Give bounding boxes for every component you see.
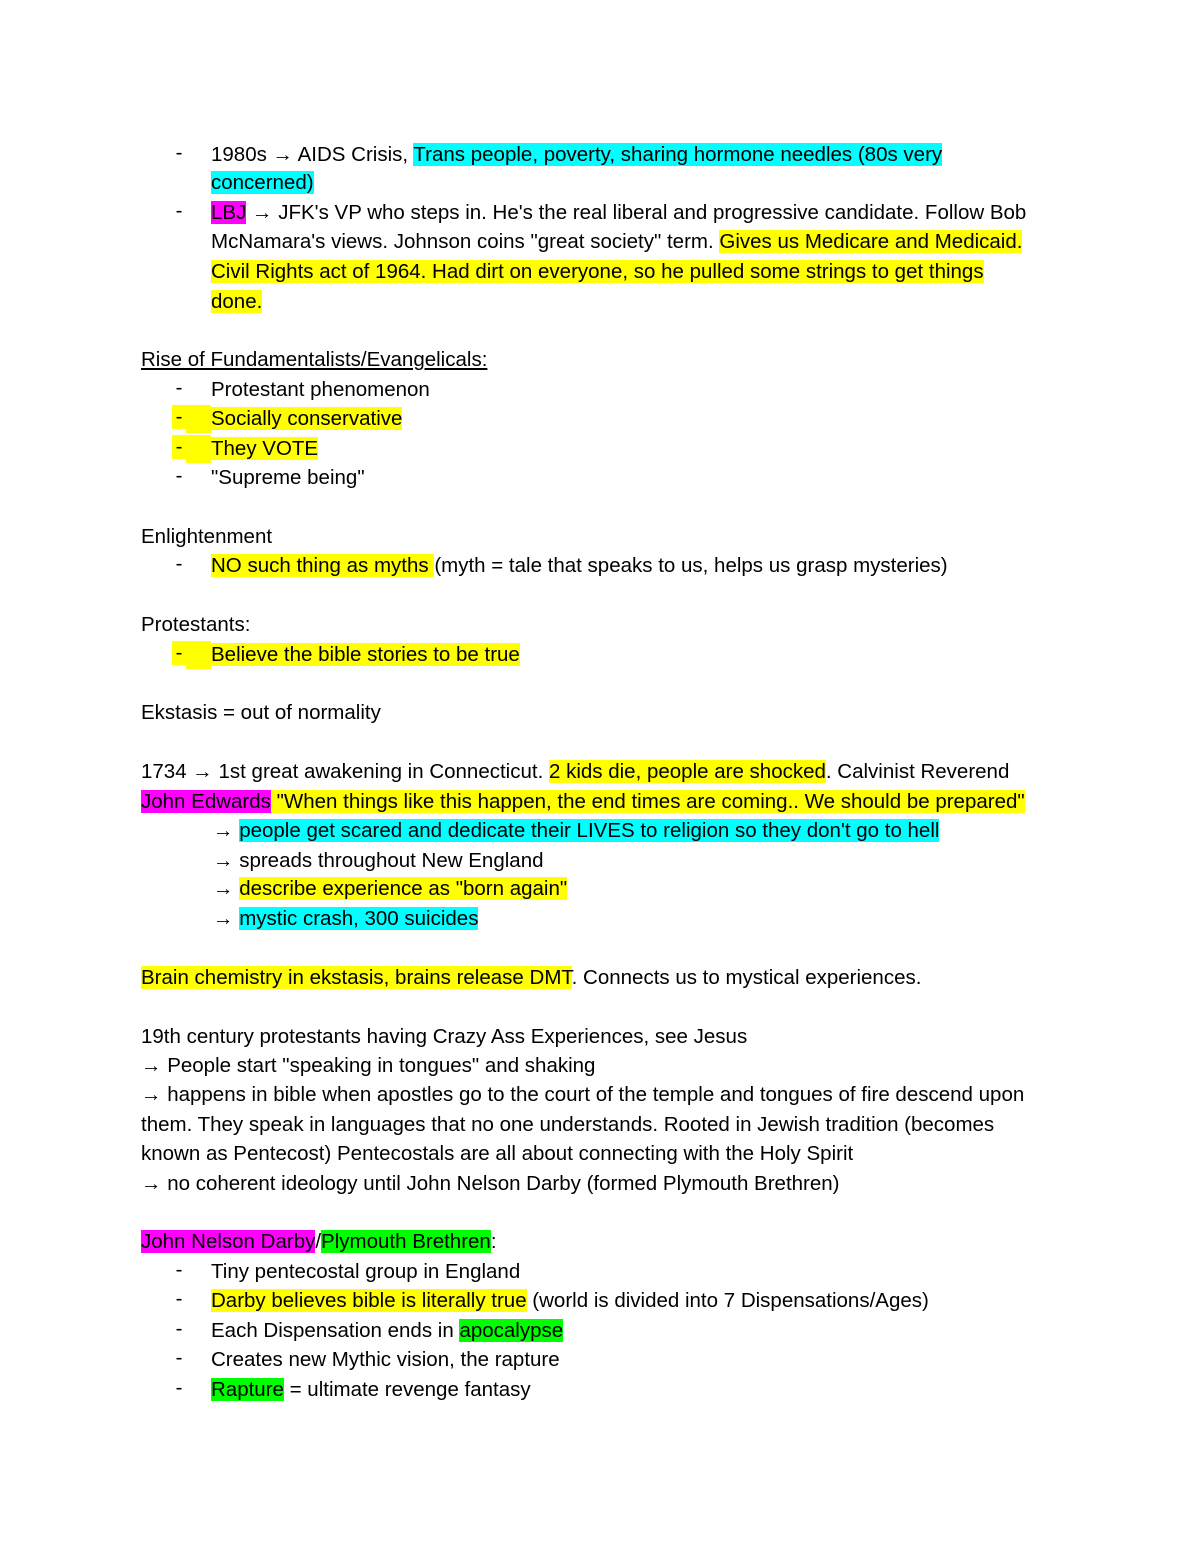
ekstasis-definition: Ekstasis = out of normality	[141, 701, 381, 724]
highlight-yellow	[186, 435, 211, 463]
list-item: Rapture = ultimate revenge fantasy	[211, 1378, 531, 1401]
bullet-dash: -	[175, 376, 183, 399]
list-item: Darby believes bible is literally true (world is divided into 7 Dispensations/Ages)	[211, 1289, 929, 1312]
highlight-cyan: people get scared and dedicate their LIVES to religion so they don't go to hell	[239, 819, 940, 842]
bullet-dash: -	[175, 1287, 183, 1310]
paragraph-line: 19th century protestants having Crazy Ass Experiences, see Jesus	[141, 1025, 748, 1048]
highlight-yellow	[186, 641, 211, 669]
item-lbj-line4	[211, 288, 262, 316]
list-item: Each Dispensation ends in apocalypse	[211, 1319, 564, 1342]
bullet-dash: -	[172, 641, 186, 665]
list-item: They VOTE	[211, 437, 319, 460]
heading-enlightenment: Enlightenment	[141, 525, 273, 548]
awakening-line1: 1734 → 1st great awakening in Connecticut. 2 kids die, people are shocked. Calvinist Reverend	[141, 760, 1010, 783]
bullet-dash: -	[175, 1376, 183, 1399]
list-item: Believe the bible stories to be true	[211, 643, 520, 666]
highlight-green: Rapture	[211, 1378, 284, 1401]
bullet-dash: -	[175, 1258, 183, 1281]
bullet-dash: -	[175, 464, 183, 487]
highlight-green: apocalypse	[459, 1319, 564, 1342]
bullet-dash: -	[175, 141, 183, 164]
paragraph-line: known as Pentecost) Pentecostals are all about connecting with the Holy Spirit	[141, 1142, 854, 1165]
highlight-yellow: Civil Rights act of 1964. Had dirt on everyone, so he pulled some strings to get things	[211, 260, 984, 283]
item-1980s-line2	[211, 169, 314, 197]
bullet-dash: -	[172, 435, 186, 459]
list-item: Protestant phenomenon	[211, 378, 430, 401]
heading-protestants: Protestants:	[141, 613, 251, 636]
bullet-dash: -	[175, 199, 183, 222]
highlight-magenta: John Nelson Darby	[141, 1230, 316, 1253]
highlight-magenta: LBJ	[211, 201, 247, 224]
highlight-yellow: Brain chemistry in ekstasis, brains release DMT	[141, 966, 572, 989]
highlight-yellow: done.	[211, 290, 263, 313]
highlight-green: Plymouth Brethren	[321, 1230, 491, 1253]
list-item: NO such thing as myths (myth = tale that speaks to us, helps us grasp mysteries)	[211, 554, 948, 577]
item-lbj-line3	[211, 258, 984, 286]
item-lbj-line2: McNamara's views. Johnson coins "great society" term. Gives us Medicare and Medicaid.	[211, 230, 1023, 253]
brain-chemistry-line: Brain chemistry in ekstasis, brains release DMT. Connects us to mystical experiences.	[141, 966, 922, 989]
highlight-cyan: Trans people, poverty, sharing hormone needles (80s very	[413, 143, 943, 166]
highlight-yellow: NO such thing as myths	[211, 554, 435, 577]
highlight-cyan: mystic crash, 300 suicides	[239, 907, 479, 930]
heading-fundamentalists: Rise of Fundamentalists/Evangelicals:	[141, 348, 488, 371]
bullet-dash: -	[175, 552, 183, 575]
highlight-magenta: John Edwards	[141, 790, 271, 813]
list-item: "Supreme being"	[211, 466, 365, 489]
highlight-yellow	[186, 405, 211, 433]
list-item: Creates new Mythic vision, the rapture	[211, 1348, 560, 1371]
heading-darby: John Nelson Darby/Plymouth Brethren:	[141, 1230, 497, 1253]
bullet-dash: -	[175, 1317, 183, 1340]
item-lbj-line1: LBJ → JFK's VP who steps in. He's the real liberal and progressive candidate. Follow Bob	[211, 201, 1027, 224]
paragraph-line: → People start "speaking in tongues" and shaking	[141, 1054, 596, 1077]
paragraph-line: them. They speak in languages that no one understands. Rooted in Jewish tradition (becomes	[141, 1113, 995, 1136]
arrow-item: → mystic crash, 300 suicides	[213, 907, 479, 930]
highlight-yellow: Gives us Medicare and Medicaid.	[719, 230, 1023, 253]
highlight-yellow: "When things like this happen, the end times are coming.. We should be prepared"	[270, 790, 1025, 813]
bullet-dash: -	[172, 405, 186, 429]
highlight-yellow: Darby believes bible is literally true	[211, 1289, 527, 1312]
item-1980s-line1: 1980s → AIDS Crisis, Trans people, poverty, sharing hormone needles (80s very	[211, 143, 943, 166]
arrow-item: → describe experience as "born again"	[213, 877, 568, 900]
list-item: Socially conservative	[211, 407, 403, 430]
arrow-item: → people get scared and dedicate their LIVES to religion so they don't go to hell	[213, 819, 940, 842]
list-item: Tiny pentecostal group in England	[211, 1260, 521, 1283]
highlight-cyan: concerned)	[211, 171, 314, 194]
bullet-dash: -	[175, 1346, 183, 1369]
awakening-line2	[141, 788, 1025, 816]
paragraph-line: → happens in bible when apostles go to the court of the temple and tongues of fire descend upon	[141, 1083, 1025, 1106]
arrow-item: → spreads throughout New England	[213, 849, 544, 872]
paragraph-line: → no coherent ideology until John Nelson Darby (formed Plymouth Brethren)	[141, 1172, 840, 1195]
highlight-yellow: 2 kids die, people are shocked	[548, 760, 826, 783]
highlight-yellow: describe experience as "born again"	[239, 877, 568, 900]
